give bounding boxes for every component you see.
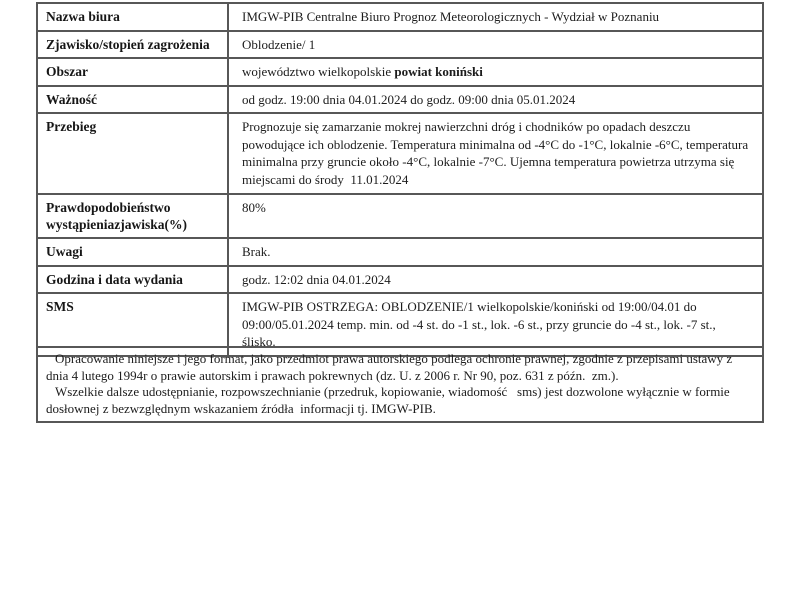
row-label: Nazwa biura [38, 4, 229, 30]
row-value: 80% [242, 200, 266, 215]
weather-warning-table [36, 2, 764, 357]
row-label: Przebieg [38, 114, 229, 193]
table-row-uwagi [38, 239, 762, 267]
row-label: SMS [38, 294, 229, 355]
table-row-obszar [38, 59, 762, 87]
table-row-godzina-wydania [38, 267, 762, 295]
row-value [229, 59, 762, 85]
row-value: Brak. [242, 244, 271, 259]
row-value: godz. 12:02 dnia 04.01.2024 [242, 271, 391, 287]
row-label: Obszar [38, 59, 229, 85]
table-row-prawdopodobienstwo [38, 195, 762, 239]
table-row-waznosc [38, 87, 762, 115]
row-label: Prawdopodobieństwo wystąpieniazjawiska(%) [38, 195, 229, 237]
row-label: Zjawisko/stopień zagrożenia [38, 32, 229, 58]
row-value: od godz. 19:00 dnia 04.01.2024 do godz. 09:00 dnia 05.01.2024 [242, 91, 576, 107]
row-value: Oblodzenie/ 1 [242, 36, 316, 52]
table-row-zjawisko [38, 32, 762, 60]
table-row-nazwa-biura [38, 4, 762, 32]
row-label: Uwagi [38, 239, 229, 265]
obszar-region-text: województwo wielkopolskie [242, 64, 395, 79]
row-label: Godzina i data wydania [38, 267, 229, 293]
copyright-paragraph: Opracowanie niniejsze i jego format, jako przedmiot prawa autorskiego podlega ochronie prawnej, zgodnie z przepisami ustawy z dnia 4 lutego 1994r o prawie autorskim i prawach pokrewnych (dz. U. z 2006 r. Nr 90, poz. 631 z późn. zm.). [46, 351, 736, 383]
obszar-county-text: powiat koniński [394, 64, 483, 79]
row-label: Ważność [38, 87, 229, 113]
row-value: Prognozuje się zamarzanie mokrej nawierzchni dróg i chodników po opadach deszczu powodujące ich oblodzenie. Temperatura minimalna od -4°C do -1°C, lokalnie -6°C, temperatura minimalna przy gruncie około -4°C, lokalnie -7°C. Ujemna temperatura powietrza utrzyma się miejscami do środy 11.01.2024 [242, 119, 752, 187]
table-row-przebieg [38, 114, 762, 195]
distribution-paragraph: Wszelkie dalsze udostępnianie, rozpowszechnianie (przedruk, kopiowanie, wiadomość sms) jest dozwolone wyłącznie w formie dosłownej z bezwzględnym wskazaniem źródła informacji tj. IMGW-PIB. [46, 384, 733, 416]
copyright-notice-box [36, 346, 764, 423]
row-value: IMGW-PIB Centralne Biuro Prognoz Meteorologicznych - Wydział w Poznaniu [242, 9, 660, 24]
row-value: IMGW-PIB OSTRZEGA: OBLODZENIE/1 wielkopolskie/koniński od 19:00/04.01 do 09:00/05.01.2024 temp. min. od -4 st. do -1 st., lok. -6 st., przy gruncie do -4 st., lok. -7 st., ślisko. [242, 299, 719, 349]
